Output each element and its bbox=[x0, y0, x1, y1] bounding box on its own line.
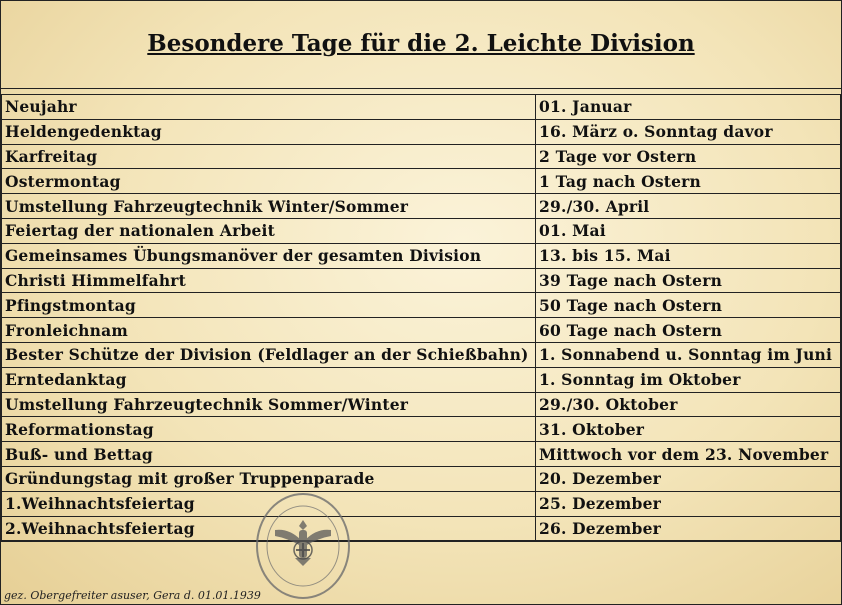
date-cell: 50 Tage nach Ostern bbox=[536, 293, 841, 318]
date-cell: 60 Tage nach Ostern bbox=[536, 318, 841, 343]
table-body bbox=[2, 95, 841, 541]
date-cell: 26. Dezember bbox=[536, 516, 841, 541]
table-row bbox=[2, 367, 841, 392]
date-cell: 20. Dezember bbox=[536, 466, 841, 491]
table-row bbox=[2, 342, 841, 367]
footer-divider bbox=[1, 541, 841, 542]
date-cell: 2 Tage vor Ostern bbox=[536, 144, 841, 169]
table-row bbox=[2, 392, 841, 417]
date-cell: 01. Januar bbox=[536, 95, 841, 120]
date-cell: 29./30. Oktober bbox=[536, 392, 841, 417]
date-cell: 29./30. April bbox=[536, 194, 841, 219]
occasion-cell: Ostermontag bbox=[2, 169, 536, 194]
occasion-cell: 1.Weihnachtsfeiertag bbox=[2, 491, 536, 516]
table-row bbox=[2, 268, 841, 293]
date-cell: 1. Sonnabend u. Sonntag im Juni bbox=[536, 342, 841, 367]
occasion-cell: Feiertag der nationalen Arbeit bbox=[2, 218, 536, 243]
occasion-cell: Bester Schütze der Division (Feldlager an der Schießbahn) bbox=[2, 342, 536, 367]
occasion-cell: Heldengedenktag bbox=[2, 119, 536, 144]
table-row bbox=[2, 169, 841, 194]
date-cell: Mittwoch vor dem 23. November bbox=[536, 442, 841, 467]
date-cell: 31. Oktober bbox=[536, 417, 841, 442]
table-row bbox=[2, 95, 841, 120]
date-cell: 25. Dezember bbox=[536, 491, 841, 516]
table-row bbox=[2, 218, 841, 243]
table-row bbox=[2, 243, 841, 268]
official-stamp bbox=[253, 490, 353, 600]
table-row bbox=[2, 293, 841, 318]
table-row bbox=[2, 466, 841, 491]
occasion-cell: Fronleichnam bbox=[2, 318, 536, 343]
table-row bbox=[2, 491, 841, 516]
date-cell: 1 Tag nach Ostern bbox=[536, 169, 841, 194]
date-cell: 1. Sonntag im Oktober bbox=[536, 367, 841, 392]
table-row bbox=[2, 194, 841, 219]
date-cell: 13. bis 15. Mai bbox=[536, 243, 841, 268]
occasion-cell: 2.Weihnachtsfeiertag bbox=[2, 516, 536, 541]
occasion-cell: Karfreitag bbox=[2, 144, 536, 169]
occasion-cell: Pfingstmontag bbox=[2, 293, 536, 318]
occasion-cell: Buß- und Bettag bbox=[2, 442, 536, 467]
title-divider bbox=[1, 88, 841, 89]
occasion-cell: Umstellung Fahrzeugtechnik Winter/Sommer bbox=[2, 194, 536, 219]
occasion-cell: Neujahr bbox=[2, 95, 536, 120]
date-cell: 01. Mai bbox=[536, 218, 841, 243]
occasion-cell: Christi Himmelfahrt bbox=[2, 268, 536, 293]
special-days-table bbox=[1, 94, 841, 541]
occasion-cell: Gemeinsames Übungsmanöver der gesamten Division bbox=[2, 243, 536, 268]
occasion-cell: Umstellung Fahrzeugtechnik Sommer/Winter bbox=[2, 392, 536, 417]
table-row bbox=[2, 318, 841, 343]
date-cell: 16. März o. Sonntag davor bbox=[536, 119, 841, 144]
occasion-cell: Erntedanktag bbox=[2, 367, 536, 392]
table-row bbox=[2, 144, 841, 169]
table-row bbox=[2, 119, 841, 144]
signature-line: gez. Obergefreiter asuser, Gera d. 01.01.1939 bbox=[4, 589, 261, 602]
table-row bbox=[2, 417, 841, 442]
table-row bbox=[2, 442, 841, 467]
occasion-cell: Reformationstag bbox=[2, 417, 536, 442]
page-title: Besondere Tage für die 2. Leichte Division bbox=[147, 30, 695, 57]
occasion-cell: Gründungstag mit großer Truppenparade bbox=[2, 466, 536, 491]
date-cell: 39 Tage nach Ostern bbox=[536, 268, 841, 293]
table-row bbox=[2, 516, 841, 541]
